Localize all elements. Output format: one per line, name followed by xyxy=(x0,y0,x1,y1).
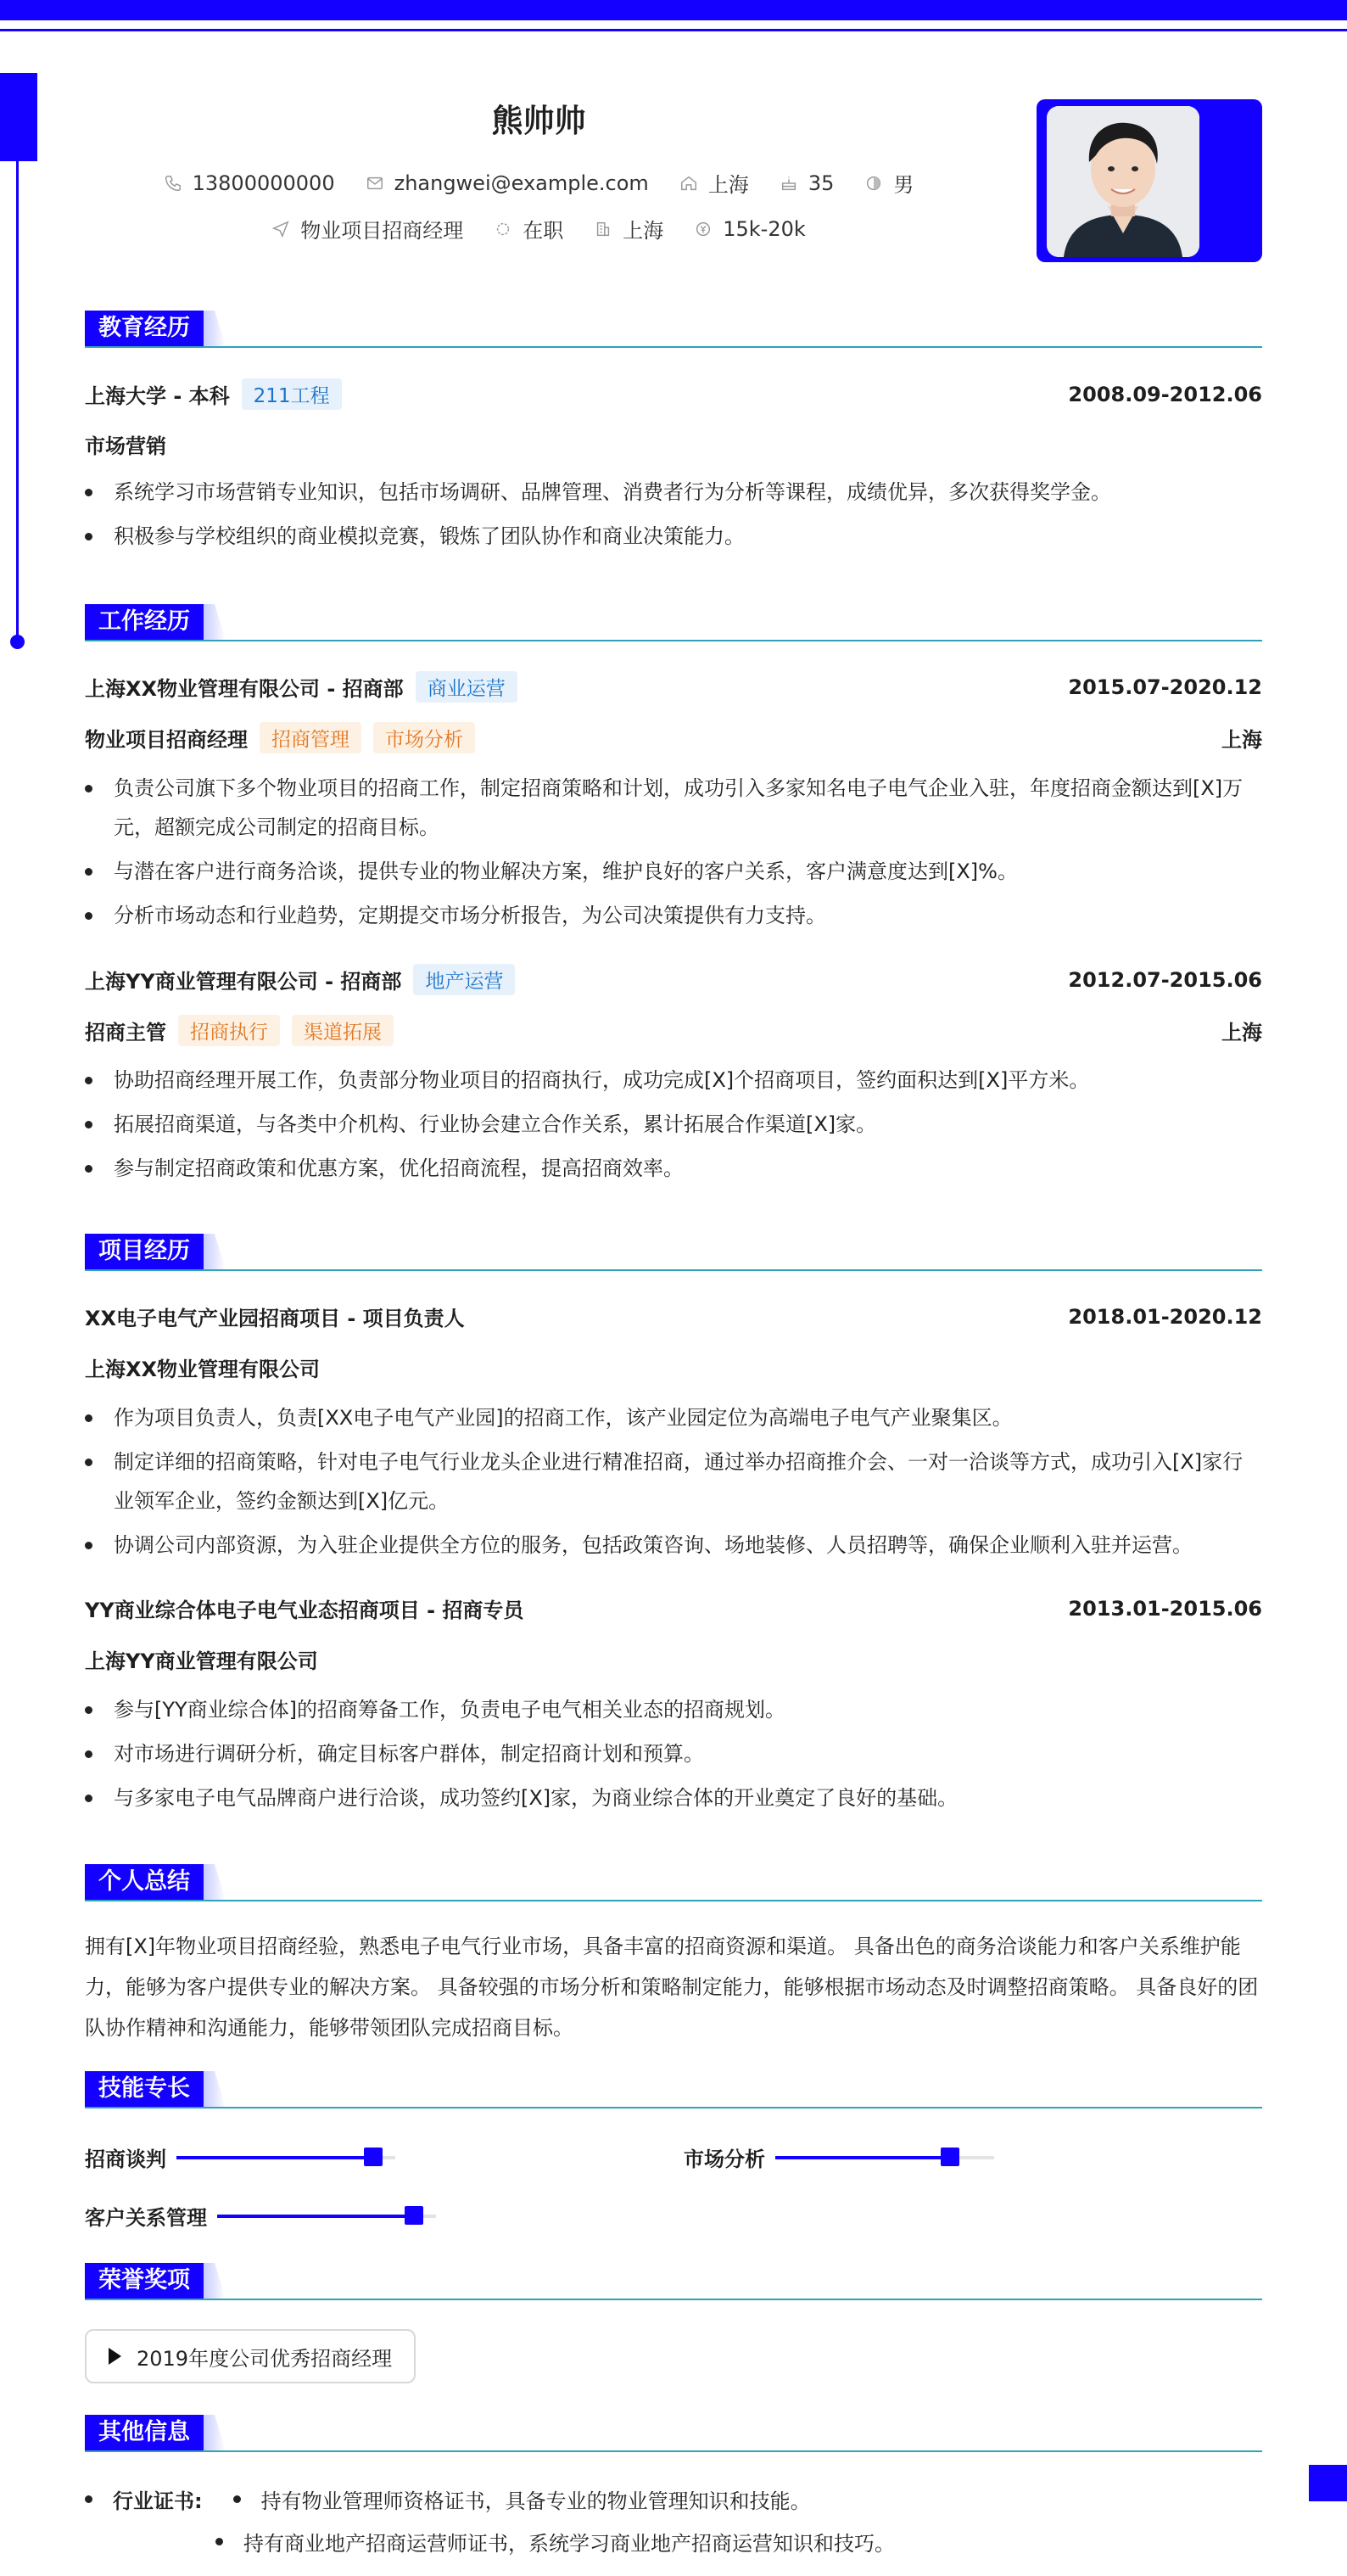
section-wedge xyxy=(204,311,226,346)
work-1-date: 2012.07-2015.06 xyxy=(1068,967,1262,992)
candidate-name: 熊帅帅 xyxy=(491,103,586,139)
skill-name: 招商谈判 xyxy=(85,2148,166,2171)
photo-frame xyxy=(1037,99,1262,262)
project-1-header-row xyxy=(85,1593,1262,1623)
work-1-bullets xyxy=(85,1061,1262,1193)
project-0-org: 上海XX物业管理有限公司 xyxy=(85,1358,321,1381)
left-timeline-line xyxy=(16,161,19,641)
list-item: 积极参与学校组织的商业模拟竞赛，锻炼了团队协作和商业决策能力。 xyxy=(85,517,1262,556)
section-summary-rule xyxy=(85,1900,1262,1901)
skill-knob xyxy=(364,2148,383,2166)
work-0-tag: 商业运营 xyxy=(416,671,517,703)
work-1-role-tag: 招商执行 xyxy=(178,1015,280,1046)
section-other-label: 其他信息 xyxy=(85,2415,204,2450)
project-0-title: XX电子电气产业园招商项目 - 项目负责人 xyxy=(85,1307,465,1330)
summary-text: 拥有[X]年物业项目招商经验，熟悉电子电气行业市场，具备丰富的招商资源和渠道。 具备出色的商务洽谈能力和客户关系维护能力，能够为客户提供专业的解决方案。 具备较强的市场分析和策略制定能力，能够根据市场动态及时调整招商策略。 具备良好的团队协作精神和沟通能力，能够带领团队完成招商目标。 xyxy=(85,1935,1259,2040)
location-text: 上海 xyxy=(707,173,749,197)
building-icon xyxy=(594,220,612,238)
age-text: 35 xyxy=(808,171,835,195)
list-item: 对市场进行调研分析，确定目标客户群体，制定招商计划和预算。 xyxy=(85,1734,1262,1773)
section-wedge xyxy=(204,604,226,640)
project-0-date: 2018.01-2020.12 xyxy=(1068,1304,1262,1329)
status-item xyxy=(494,214,563,244)
section-summary-label: 个人总结 xyxy=(85,1864,204,1900)
send-icon xyxy=(271,220,290,238)
section-honors-label: 荣誉奖项 xyxy=(85,2263,204,2299)
section-skills-title xyxy=(85,2071,226,2107)
list-item: 制定详细的招商策略，针对电子电气行业龙头企业进行精准招商，通过举办招商推介会、一对一洽谈等方式，成功引入[X]家行业领军企业，签约金额达到[X]亿元。 xyxy=(85,1442,1262,1520)
work-1-header-row xyxy=(85,964,1262,995)
age-item xyxy=(780,171,835,195)
education-header-row xyxy=(85,378,1262,410)
award-chip[interactable] xyxy=(85,2329,416,2383)
email-icon xyxy=(366,174,384,193)
contact-row xyxy=(85,168,992,198)
project-1-date: 2013.01-2015.06 xyxy=(1068,1596,1262,1621)
list-item: 分析市场动态和行业趋势，定期提交市场分析报告，为公司决策提供有力支持。 xyxy=(85,896,1262,935)
bullet-dot xyxy=(233,2495,241,2503)
target-city-text: 上海 xyxy=(623,219,664,243)
section-other-rule xyxy=(85,2450,1262,2452)
work-1-role-tag: 渠道拓展 xyxy=(292,1015,394,1046)
skill-knob xyxy=(941,2148,959,2166)
email-item xyxy=(366,171,649,195)
gender-text: 男 xyxy=(893,173,914,197)
skill-fill xyxy=(775,2156,950,2159)
work-1-city: 上海 xyxy=(1221,1021,1262,1044)
work-1-role: 招商主管 xyxy=(85,1021,166,1044)
profile-photo xyxy=(1047,106,1199,257)
work-1-tag: 地产运营 xyxy=(413,964,515,995)
list-item xyxy=(85,2478,1262,2520)
section-education-rule xyxy=(85,346,1262,348)
section-projects-label: 项目经历 xyxy=(85,1234,204,1269)
left-timeline-dot xyxy=(10,635,25,649)
section-education-label: 教育经历 xyxy=(85,311,204,346)
skill-knob xyxy=(405,2206,423,2225)
skill-bar xyxy=(176,2156,395,2159)
job-target-item xyxy=(271,214,463,244)
list-item: 作为项目负责人，负责[XX电子电气产业园]的招商工作，该产业园定位为高端电子电气产业聚集区。 xyxy=(85,1398,1262,1437)
education-school: 上海大学 - 本科 xyxy=(85,384,230,408)
phone-item xyxy=(164,171,335,195)
top-accent-bar xyxy=(0,0,1347,20)
gender-item xyxy=(864,168,914,198)
email-text: zhangwei@example.com xyxy=(394,171,649,195)
section-projects-title xyxy=(85,1234,226,1269)
skill-bar xyxy=(217,2215,436,2218)
bottom-right-accent-block xyxy=(1309,2465,1347,2501)
education-major: 市场营销 xyxy=(85,434,166,458)
work-0-role-tag: 市场分析 xyxy=(373,722,475,753)
project-1-title: YY商业综合体电子电气业态招商项目 - 招商专员 xyxy=(85,1599,524,1622)
target-city-item xyxy=(594,214,663,244)
section-skills-label: 技能专长 xyxy=(85,2071,204,2107)
section-honors-title xyxy=(85,2263,226,2299)
bullet-dot xyxy=(85,2495,92,2503)
skill-item xyxy=(684,2142,994,2172)
section-wedge xyxy=(204,2263,226,2299)
other-item: 持有物业管理师资格证书，具备专业的物业管理知识和技能。 xyxy=(260,2489,811,2513)
section-wedge xyxy=(204,1864,226,1900)
gender-icon xyxy=(864,174,883,193)
other-info xyxy=(85,2478,1262,2562)
work-0-company: 上海XX物业管理有限公司 - 招商部 xyxy=(85,677,404,701)
list-item: 协助招商经理开展工作，负责部分物业项目的招商执行，成功完成[X]个招商项目，签约面积达到[X]平方米。 xyxy=(85,1061,1262,1100)
skill-fill xyxy=(176,2156,373,2159)
section-wedge xyxy=(204,2415,226,2450)
location-item xyxy=(679,168,749,198)
salary-text: 15k-20k xyxy=(723,216,806,241)
project-1-org-row xyxy=(85,1644,1262,1674)
section-projects-rule xyxy=(85,1269,1262,1271)
section-wedge xyxy=(204,2071,226,2107)
work-0-city: 上海 xyxy=(1221,728,1262,752)
section-other-title xyxy=(85,2415,226,2450)
section-skills-rule xyxy=(85,2107,1262,2108)
education-bullets xyxy=(85,473,1262,561)
list-item: 协调公司内部资源，为入驻企业提供全方位的服务，包括政策咨询、场地装修、人员招聘等，确保企业顺利入驻并运营。 xyxy=(85,1526,1262,1565)
education-date: 2008.09-2012.06 xyxy=(1068,382,1262,406)
work-0-bullets xyxy=(85,769,1262,940)
skill-name: 市场分析 xyxy=(684,2148,765,2171)
job-intent-row xyxy=(85,214,992,244)
section-education-title xyxy=(85,311,226,346)
skill-item xyxy=(85,2201,436,2231)
status-icon xyxy=(494,220,512,238)
list-item xyxy=(85,2520,1262,2562)
section-work-label: 工作经历 xyxy=(85,604,204,640)
work-1-company: 上海YY商业管理有限公司 - 招商部 xyxy=(85,970,402,994)
project-0-header-row xyxy=(85,1302,1262,1331)
work-0-header-row xyxy=(85,671,1262,703)
list-item: 拓展招商渠道，与各类中介机构、行业协会建立合作关系，累计拓展合作渠道[X]家。 xyxy=(85,1105,1262,1144)
work-0-role-row xyxy=(85,722,1262,753)
section-work-title xyxy=(85,604,226,640)
section-honors-rule xyxy=(85,2299,1262,2300)
work-1-role-row xyxy=(85,1015,1262,1046)
list-item: 参与[YY商业综合体]的招商筹备工作，负责电子电气相关业态的招商规划。 xyxy=(85,1690,1262,1729)
work-0-date: 2015.07-2020.12 xyxy=(1068,675,1262,699)
work-0-role: 物业项目招商经理 xyxy=(85,728,248,752)
list-item: 负责公司旗下多个物业项目的招商工作，制定招商策略和计划，成功引入多家知名电子电气企业入驻，年度招商金额达到[X]万元，超额完成公司制定的招商目标。 xyxy=(85,769,1262,847)
bullet-dot xyxy=(215,2538,223,2545)
salary-item xyxy=(694,217,806,241)
phone-icon xyxy=(164,174,182,193)
skill-item xyxy=(85,2142,395,2172)
skill-name: 客户关系管理 xyxy=(85,2206,207,2230)
job-target-text: 物业项目招商经理 xyxy=(300,219,464,243)
section-work-rule xyxy=(85,640,1262,641)
project-0-bullets xyxy=(85,1398,1262,1570)
project-0-org-row xyxy=(85,1352,1262,1382)
project-1-org: 上海YY商业管理有限公司 xyxy=(85,1649,318,1673)
top-accent-line xyxy=(0,29,1347,31)
skill-fill xyxy=(217,2215,414,2218)
education-major-row xyxy=(85,429,1262,459)
work-0-role-tag: 招商管理 xyxy=(260,722,361,753)
list-item: 与潜在客户进行商务洽谈，提供专业的物业解决方案，维护良好的客户关系，客户满意度达到[X]%。 xyxy=(85,852,1262,891)
list-item: 与多家电子电气品牌商户进行洽谈，成功签约[X]家，为商业综合体的开业奠定了良好的基础。 xyxy=(85,1778,1262,1817)
cake-icon xyxy=(780,174,798,193)
section-summary-title xyxy=(85,1864,226,1900)
list-item: 系统学习市场营销专业知识，包括市场调研、品牌管理、消费者行为分析等课程，成绩优异，多次获得奖学金。 xyxy=(85,473,1262,512)
award-text: 2019年度公司优秀招商经理 xyxy=(137,2346,393,2371)
home-icon xyxy=(679,174,698,193)
list-item: 参与制定招商政策和优惠方案，优化招商流程，提高招商效率。 xyxy=(85,1149,1262,1188)
education-tag: 211工程 xyxy=(242,378,342,410)
money-icon xyxy=(694,220,713,238)
skill-bar xyxy=(775,2156,994,2159)
project-1-bullets xyxy=(85,1690,1262,1823)
section-wedge xyxy=(204,1234,226,1269)
phone-text: 13800000000 xyxy=(192,171,335,195)
other-item: 持有商业地产招商运营师证书，系统学习商业地产招商运营知识和技巧。 xyxy=(243,2531,895,2556)
play-icon xyxy=(109,2348,121,2365)
status-text: 在职 xyxy=(523,219,564,243)
other-key: 行业证书: xyxy=(113,2489,203,2513)
left-accent-block xyxy=(0,73,37,161)
